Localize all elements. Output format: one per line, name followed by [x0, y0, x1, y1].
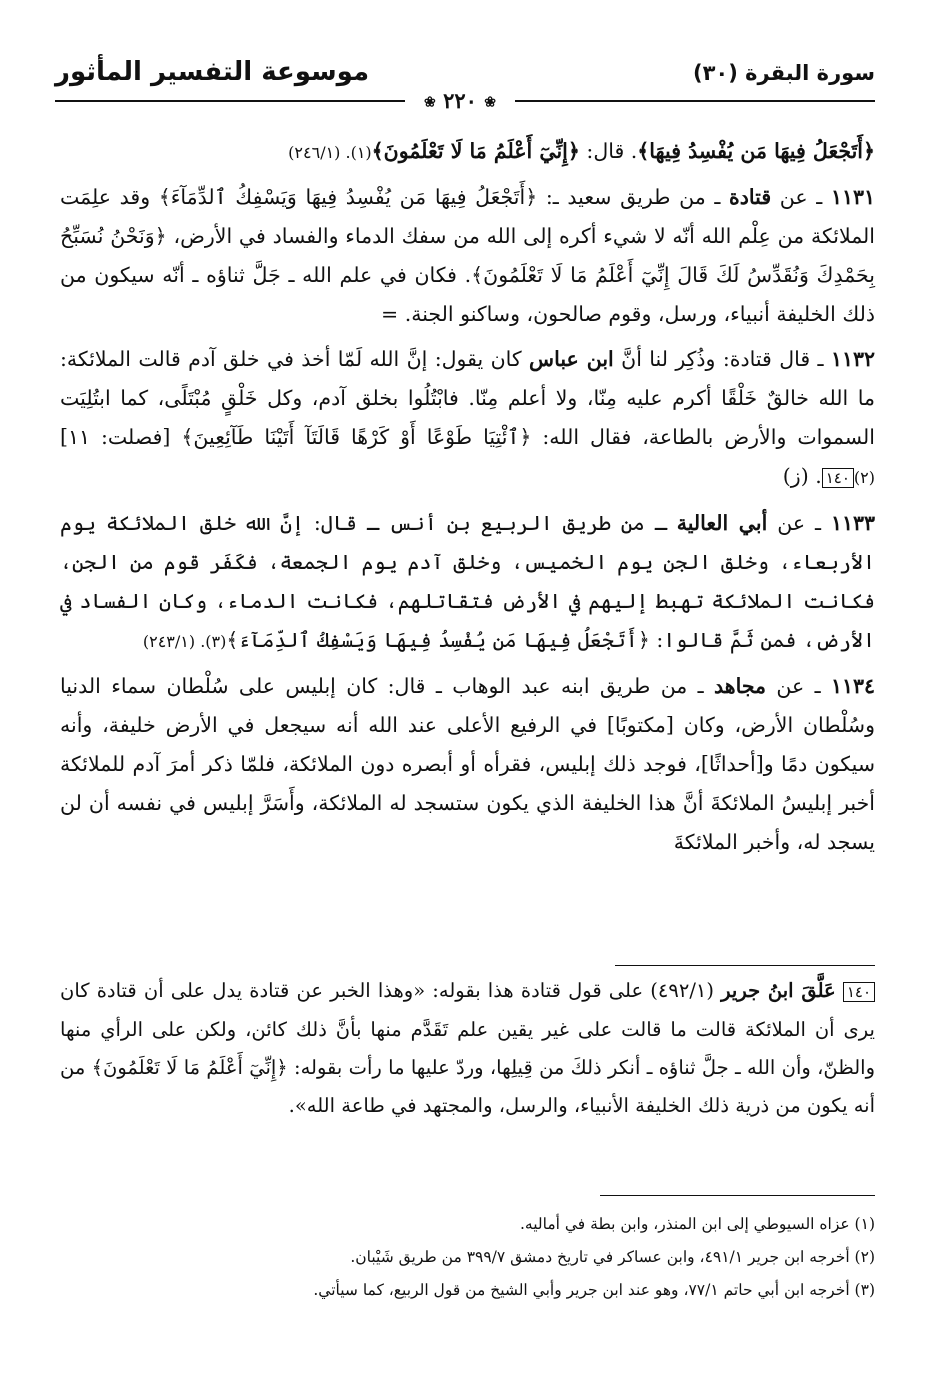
book-title: موسوعة التفسير المأثور [55, 57, 370, 87]
narration-lead: ـ عن [766, 674, 831, 698]
narration-number: ١١٣٣ [830, 511, 875, 535]
footnote-1: (١) عزاه السيوطي إلى ابن المنذر، وابن بطة في أماليه. [519, 1215, 875, 1233]
narrator-name: قتادة [729, 185, 772, 209]
commentary-paragraph [60, 972, 875, 1125]
footnote-2: (٢) أخرجه ابن جرير ٤٩١/١، وابن عساكر في تاريخ دمشق ٣٩٩/٧ من طريق شَيْبان. [350, 1248, 875, 1266]
page-number-box [405, 88, 515, 113]
narration-text: ـ من طريق سعيد ـ: ﴿أَتَجْعَلُ فِيهَا مَن يُفْسِدُ فِيهَا وَيَسْفِكُ ٱلدِّمَآءَ﴾ وقد علِمَت الملائكة من عِلْم الله أنّه لا شيء أكره إلى الله من سفك الدماء والفساد في الأرض، ﴿وَنَحْنُ نُسَبِّحُ بِحَمْدِكَ وَنُقَدِّسُ لَكَ قَالَ إِنِّيٓ أَعْلَمُ مَا لَا تَعْلَمُونَ﴾. فكان في علم الله ـ جَلَّ ثناؤه ـ أنّه سيكون من ذلك الخليفة أنبياء، ورسل، وقوم صالحون، وساكنو الجنة. = [60, 185, 875, 326]
ornament-icon: ❀ [424, 94, 436, 111]
commentary-ref-box: ١٤٠ [822, 468, 854, 488]
narration-1134 [60, 667, 875, 862]
footnote-3: (٣) أخرجه ابن أبي حاتم ٧٧/١، وهو عند ابن جرير وأبي الشيخ من قول الربيع، كما سيأتي. [313, 1281, 875, 1299]
commentator-name: عَلَّقَ ابنُ جرير [721, 979, 836, 1002]
narration-number: ١١٣٤ [830, 674, 875, 698]
commentary-text: (٤٩٢/١) على قول قتادة هذا بقوله: «وهذا الخبر عن قتادة يدل على أن قتادة كان يرى أن الملائكة قالت ما قالت على غير يقين علم تَقَدَّم منها بأنَّ ذلك كائن، ولكن على الرأي منها والظنّ، وأن الله ـ جلَّ ثناؤه ـ أنكر ذلكَ من قِيلِها، وردّ عليها ما رأت بقوله: ﴿إِنِّيٓ أَعْلَمُ مَا لَا تَعْلَمُونَ﴾ من أنه يكون من ذرية ذلك الخليفة الأنبياء، والرسل، والمجتهد في طاعة الله». [60, 979, 875, 1117]
intro-paragraph [60, 132, 875, 172]
commentary-separator [615, 965, 875, 966]
narrator-name: مجاهد [714, 674, 767, 698]
footnote-ref: (٢) [853, 468, 875, 487]
footnotes [60, 1208, 875, 1307]
narration-1131 [60, 178, 875, 334]
narration-lead: ـ قال قتادة: وذُكِر لنا أنَّ [613, 347, 831, 371]
narrator-name: أبي العالية [676, 511, 768, 535]
ornament-icon: ❀ [484, 94, 496, 111]
footnote-separator [600, 1195, 875, 1196]
narrator-name: ابن عباس [529, 347, 614, 371]
page-number: ٢٢٠ [443, 88, 477, 113]
narration-tail: . (ز) [782, 464, 822, 488]
main-text [60, 132, 875, 868]
footnote-ref: (٣). (٢٤٣/١) [142, 632, 227, 651]
narration-1132 [60, 340, 875, 498]
intro-text: . قال: [579, 139, 638, 163]
narration-1133 [60, 504, 875, 661]
narration-lead: ـ عن [767, 511, 831, 535]
commentary-number-box: ١٤٠ [843, 982, 875, 1002]
narration-number: ١١٣٢ [830, 347, 875, 371]
narration-text: ـ من طريق الربيع بن أنس ـ قال: إنَّ الله خلق الملائكة يوم الأربعاء، وخلق الجن يوم الخميس، وخلق آدم يوم الجمعة، فكَفَر قوم من الجن، فكانت الملائكة تهبط إليهم في الأرض فتقاتلهم، فكانت الدماء، وكان الفساد في الأرض، فمن ثَمَّ قالوا: ﴿أَتَجْعَلُ فِيهَا مَن يُفْسِدُ فِيهَا وَيَسْفِكُ ٱلدِّمَآءَ﴾ [60, 511, 875, 652]
quran-verse: ﴿أَتَجْعَلُ فِيهَا مَن يُفْسِدُ فِيهَا﴾ [637, 139, 875, 163]
quran-verse: ﴿إِنِّيٓ أَعْلَمُ مَا لَا تَعْلَمُونَ﴾ [371, 139, 580, 163]
narration-lead: ـ عن [771, 185, 831, 209]
surah-title: سورة البقرة (٣٠) [692, 61, 875, 85]
narration-text: ـ من طريق ابنه عبد الوهاب ـ قال: كان إبليس على سُلْطان سماء الدنيا وسُلْطان الأرض، وكان [مكتوبًا] في الرفيع الأعلى عند الله أنه سيجعل في الأرض خليفة، وأنه سيكون دمًا و[أحداثًا]، فوجد ذلك إبليس، فقرأه أو أبصره دون الملائكة، فلمّا ذكر أمرَ آدم للملائكة أخبر إبليسُ الملائكةَ أنَّ هذا الخليفة الذي يكون ستسجد له الملائكة، وأَسَرَّ إبليس في نفسه أن لن يسجد له، وأخبر الملائكةَ [60, 674, 875, 854]
narration-text: كان يقول: إنَّ الله لَمّا أخذ في خلق آدم قالت الملائكة: ما الله خالقٌ خَلْقًا أكرم عليه مِنّا، ولا أعلم مِنّا. فابْتُلُوا بخلق آدم، وكل خَلْقٍ مُبْتَلًى، كما ابتُلِيَت السموات والأرض بالطاعة، فقال الله: ﴿ٱئْتِيَا طَوْعًا أَوْ كَرْهًا قَالَتَآ أَتَيْنَا طَآئِعِينَ﴾ [فصلت: ١١] [60, 347, 875, 449]
reference: (١). (٢٤٦/١) [288, 143, 372, 162]
commentary-block [60, 972, 875, 1125]
narration-number: ١١٣١ [830, 185, 875, 209]
